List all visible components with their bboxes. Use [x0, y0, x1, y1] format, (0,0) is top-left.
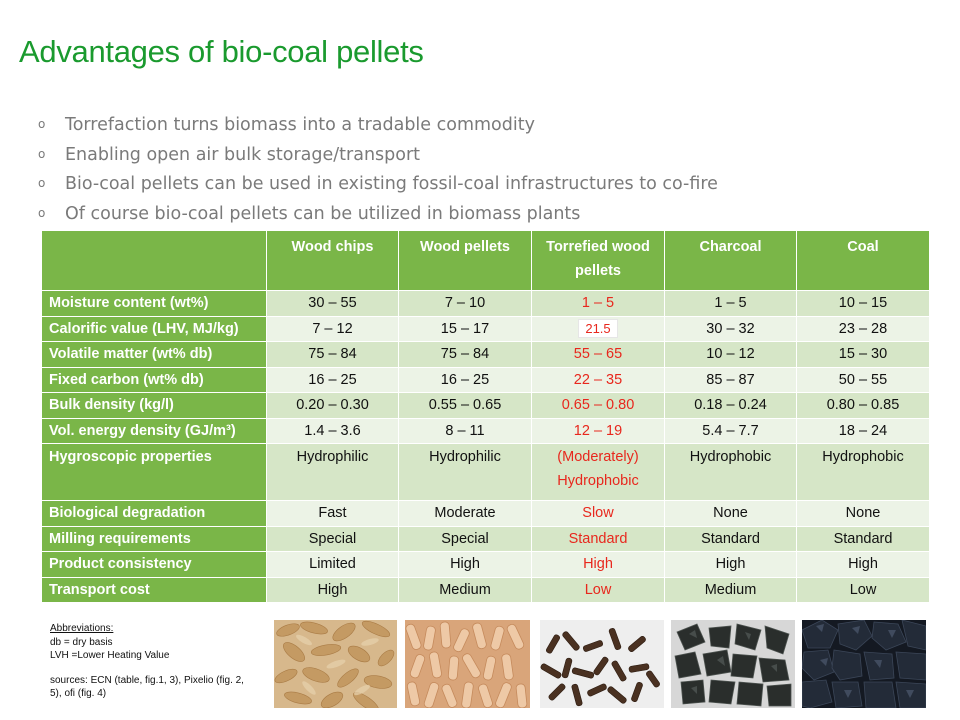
table-cell: Fast [267, 501, 399, 527]
table-cell: 75 – 84 [399, 342, 532, 368]
bullet-text: Of course bio-coal pellets can be utilized in biomass plants [65, 203, 581, 224]
table-cell-highlight: High [532, 552, 665, 578]
bullet-marker: o [38, 176, 46, 190]
table-cell-highlight: Low [532, 577, 665, 603]
table-cell: 85 – 87 [665, 367, 797, 393]
bullet-item [38, 140, 718, 170]
footnotes [50, 622, 255, 701]
torrefied-pellets-photo [540, 620, 664, 708]
table-row [42, 501, 930, 527]
table-cell: 0.18 – 0.24 [665, 393, 797, 419]
table-cell: Hydrophobic [665, 444, 797, 501]
column-header: Torrefied wood pellets [532, 231, 665, 291]
table-cell: 7 – 10 [399, 291, 532, 317]
table-cell-highlight: Standard [532, 526, 665, 552]
table-cell: None [665, 501, 797, 527]
table-row [42, 552, 930, 578]
charcoal-photo [671, 620, 795, 708]
table-cell: 50 – 55 [797, 367, 930, 393]
table-cell: Special [399, 526, 532, 552]
table-cell: 0.55 – 0.65 [399, 393, 532, 419]
table-cell: 16 – 25 [267, 367, 399, 393]
table-cell: 30 – 55 [267, 291, 399, 317]
bullet-text: Bio-coal pellets can be used in existing fossil-coal infrastructures to co-fire [65, 173, 718, 194]
table-row [42, 393, 930, 419]
table-row [42, 291, 930, 317]
bullet-marker: o [38, 117, 46, 131]
table-cell: High [267, 577, 399, 603]
table-cell: 10 – 15 [797, 291, 930, 317]
column-header: Coal [797, 231, 930, 291]
row-label: Product consistency [42, 552, 267, 578]
row-label: Volatile matter (wt% db) [42, 342, 267, 368]
column-header: Charcoal [665, 231, 797, 291]
wood-chips-photo [274, 620, 397, 708]
table-cell: Standard [797, 526, 930, 552]
table-cell: 18 – 24 [797, 418, 930, 444]
table-cell: Medium [665, 577, 797, 603]
row-label: Milling requirements [42, 526, 267, 552]
row-label: Transport cost [42, 577, 267, 603]
bullet-item [38, 169, 718, 199]
table-row [42, 418, 930, 444]
wood-pellets-photo [405, 620, 530, 708]
table-cell: Special [267, 526, 399, 552]
table-cell: 75 – 84 [267, 342, 399, 368]
table-cell: 30 – 32 [665, 316, 797, 342]
bullet-text: Torrefaction turns biomass into a tradable commodity [65, 114, 535, 135]
table-corner-cell [42, 231, 267, 291]
table-cell: Standard [665, 526, 797, 552]
coal-photo [802, 620, 926, 708]
table-cell-highlight: 0.65 – 0.80 [532, 393, 665, 419]
table-cell: 0.80 – 0.85 [797, 393, 930, 419]
table-cell: 8 – 11 [399, 418, 532, 444]
table-cell: Hydrophilic [399, 444, 532, 501]
table-cell: High [797, 552, 930, 578]
table-cell: Limited [267, 552, 399, 578]
row-label: Hygroscopic properties [42, 444, 267, 501]
table-cell: High [665, 552, 797, 578]
sources-note: sources: ECN (table, fig.1, 3), Pixelio (fig. 2, 5), ofi (fig. 4) [50, 674, 244, 699]
table-cell: Hydrophilic [267, 444, 399, 501]
table-cell: Hydrophobic [797, 444, 930, 501]
table-cell: Moderate [399, 501, 532, 527]
row-label: Vol. energy density (GJ/m³) [42, 418, 267, 444]
table-cell: 0.20 – 0.30 [267, 393, 399, 419]
table-cell: 23 – 28 [797, 316, 930, 342]
column-header: Wood pellets [399, 231, 532, 291]
bullet-marker: o [38, 146, 46, 161]
table-cell: Low [797, 577, 930, 603]
table-cell: 1.4 – 3.6 [267, 418, 399, 444]
table-cell-highlight: Slow [532, 501, 665, 527]
row-label: Bulk density (kg/l) [42, 393, 267, 419]
value-overlay: 21.5 [578, 319, 617, 338]
abbreviation-line: LVH =Lower Heating Value [50, 650, 170, 661]
table-cell: Medium [399, 577, 532, 603]
table-cell: 15 – 30 [797, 342, 930, 368]
column-header: Wood chips [267, 231, 399, 291]
table-cell: 10 – 12 [665, 342, 797, 368]
table-header-row [42, 231, 930, 291]
abbreviations-heading: Abbreviations: [50, 623, 114, 634]
bullet-text: Enabling open air bulk storage/transport [65, 144, 421, 165]
table-row [42, 342, 930, 368]
table-cell: 7 – 12 [267, 316, 399, 342]
table-cell: 5.4 – 7.7 [665, 418, 797, 444]
table-cell: 16 – 25 [399, 367, 532, 393]
table-cell-highlight: 1 – 5 [532, 291, 665, 317]
table-cell: None [797, 501, 930, 527]
table-cell: 15 – 17 [399, 316, 532, 342]
table-row [42, 367, 930, 393]
abbreviation-line: db = dry basis [50, 636, 113, 648]
table-cell-highlight [532, 316, 665, 342]
table-row [42, 577, 930, 603]
table-cell: High [399, 552, 532, 578]
table-cell-highlight: 55 – 65 [532, 342, 665, 368]
table-cell: 1 – 5 [665, 291, 797, 317]
table-cell-highlight: 12 – 19 [532, 418, 665, 444]
bullet-item [38, 199, 718, 229]
slide-title: Advantages of bio-coal pellets [19, 34, 424, 69]
row-label: Biological degradation [42, 501, 267, 527]
table-cell-highlight: (Moderately) Hydrophobic [532, 444, 665, 501]
table-row [42, 526, 930, 552]
table-row [42, 316, 930, 342]
row-label: Moisture content (wt%) [42, 291, 267, 317]
comparison-table [41, 230, 930, 603]
table-row [42, 444, 930, 501]
row-label: Calorific value (LHV, MJ/kg) [42, 316, 267, 342]
table-cell-highlight: 22 – 35 [532, 367, 665, 393]
bullet-item [38, 110, 718, 140]
row-label: Fixed carbon (wt% db) [42, 367, 267, 393]
bullet-list [38, 110, 718, 228]
bullet-marker: o [38, 205, 46, 220]
